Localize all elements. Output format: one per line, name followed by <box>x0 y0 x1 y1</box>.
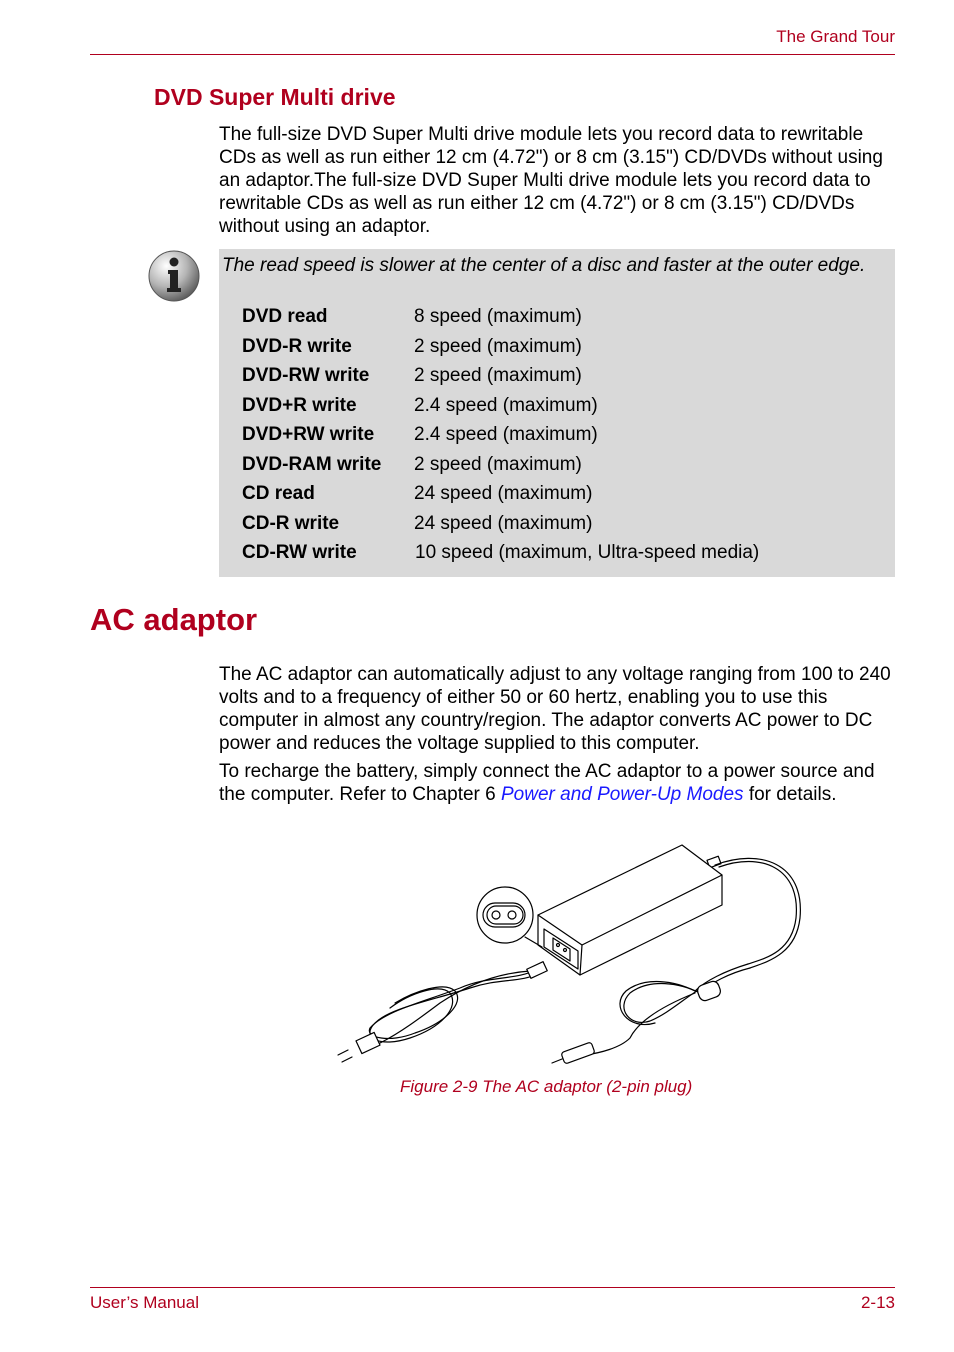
ac-paragraph-2-text: To recharge the battery, simply connect the AC adaptor to a power source and the computer. Refer to Chapter 6 <box>219 761 875 805</box>
power-modes-link[interactable]: Power and Power-Up Modes <box>501 784 744 805</box>
note-text: The read speed is slower at the center of a disc and faster at the outer edge. <box>222 255 866 276</box>
spec-value: 2 speed (maximum) <box>414 336 582 357</box>
ac-paragraph-2-text-end: for details. <box>743 784 837 805</box>
spec-label: DVD+RW write <box>242 424 375 445</box>
dvd-paragraph: The full-size DVD Super Multi drive module lets you record data to rewritable CDs as well as run either 12 cm (4.72") or 8 cm (3.15") CD/DVDs without using an adaptor.The full-size DVD Super Multi drive module lets you record data to rewritable CDs as well as run either 12 cm (4.72") or 8 cm (3.15") CD/DVDs without using an adaptor. <box>219 124 883 237</box>
footer-manual-title: User’s Manual <box>90 1293 199 1312</box>
spec-label: DVD read <box>242 306 328 327</box>
spec-value: 2.4 speed (maximum) <box>414 395 598 416</box>
spec-value: 2.4 speed (maximum) <box>414 424 598 445</box>
spec-label: CD-RW write <box>242 542 357 563</box>
spec-label: DVD+R write <box>242 395 357 416</box>
section-heading-dvd: DVD Super Multi drive <box>154 84 396 110</box>
spec-label: DVD-RW write <box>242 365 370 386</box>
page-number: 2-13 <box>860 1293 895 1312</box>
figure-caption: Figure 2-9 The AC adaptor (2-pin plug) <box>400 1077 693 1096</box>
ac-paragraph-2 <box>219 760 899 806</box>
spec-value: 2 speed (maximum) <box>414 365 582 386</box>
spec-label: CD read <box>242 483 315 504</box>
ac-adaptor-illustration <box>330 843 810 1073</box>
ac-paragraph-1: The AC adaptor can automatically adjust to any voltage ranging from 100 to 240 volts and to a frequency of either 50 or 60 hertz, enabling you to use this computer in almost any country/region. The adaptor converts AC power to DC power and reduces the voltage supplied to this computer. <box>219 664 891 754</box>
spec-label: DVD-R write <box>242 336 352 357</box>
info-icon <box>147 249 201 303</box>
spec-value: 10 speed (maximum, Ultra-speed media) <box>415 542 760 563</box>
note-box <box>219 249 895 577</box>
spec-label: CD-R write <box>242 513 340 534</box>
spec-value: 2 speed (maximum) <box>414 454 582 475</box>
header-rule <box>90 54 895 55</box>
spec-label: DVD-RAM write <box>242 454 382 475</box>
footer-rule <box>90 1287 895 1288</box>
section-heading-ac: AC adaptor <box>90 602 258 637</box>
chapter-title: The Grand Tour <box>776 27 895 46</box>
spec-value: 24 speed (maximum) <box>414 513 593 534</box>
spec-value: 8 speed (maximum) <box>414 306 582 327</box>
spec-value: 24 speed (maximum) <box>414 483 593 504</box>
